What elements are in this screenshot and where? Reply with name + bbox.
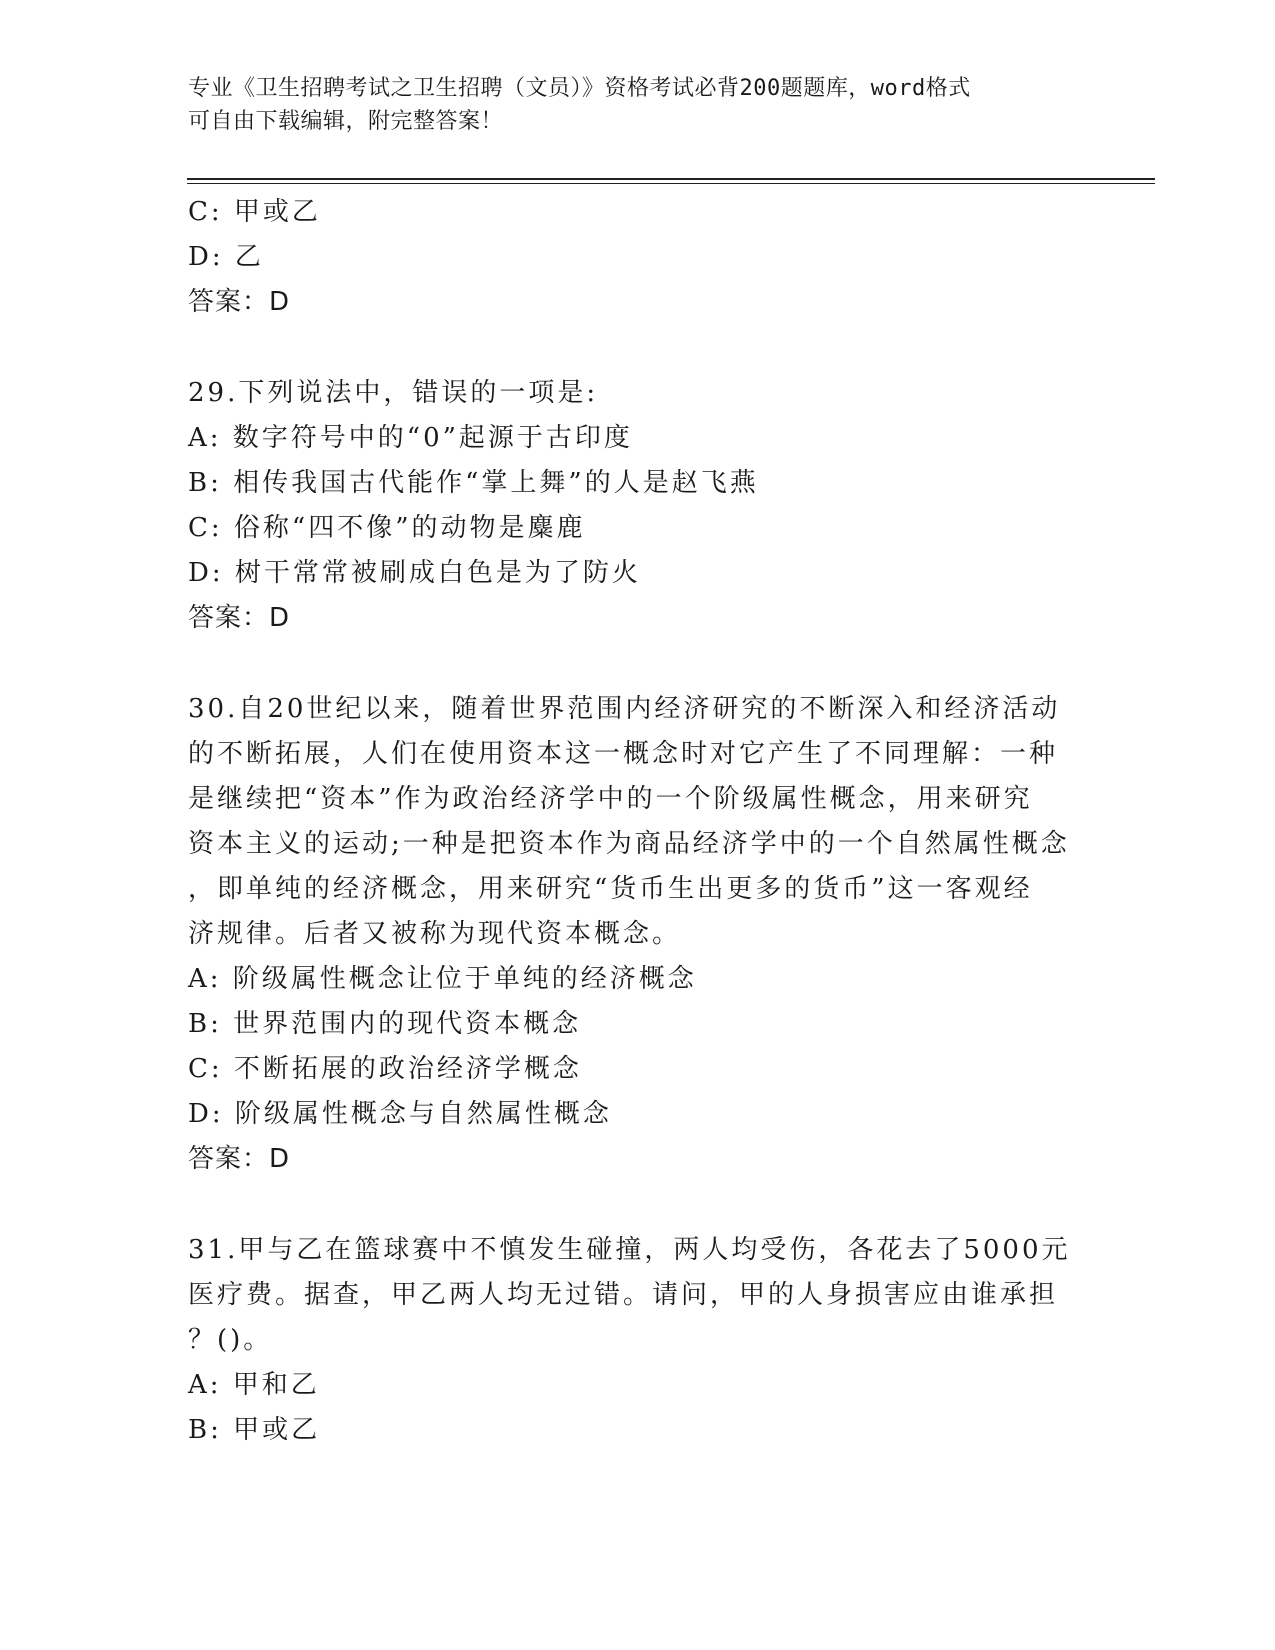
question-text-line: 30.自20世纪以来，随着世界范围内经济研究的不断深入和经济活动 (188, 694, 1061, 724)
answer-line: 答案：D (188, 603, 291, 633)
option-c: C: 甲或乙 (188, 197, 321, 227)
header-rule-thick (187, 178, 1155, 180)
spacer (188, 641, 1088, 687)
question-block-28 (188, 190, 1088, 325)
option-c: C: 俗称“四不像”的动物是麋鹿 (188, 513, 586, 543)
question-content (188, 190, 1088, 1453)
question-text-line: ？()。 (188, 1325, 273, 1355)
question-text-line: 31.甲与乙在篮球赛中不慎发生碰撞，两人均受伤，各花去了5000元 (188, 1235, 1071, 1265)
header-line-2: 可自由下载编辑，附完整答案！ (188, 109, 504, 134)
question-text-line: ，即单纯的经济概念，用来研究“货币生出更多的货币”这一客观经 (188, 874, 1033, 904)
header-rule-thin (187, 183, 1155, 184)
option-b: B: 相传我国古代能作“掌上舞”的人是赵飞燕 (188, 468, 759, 498)
option-d: D: 乙 (188, 242, 264, 272)
question-block-31 (188, 1228, 1088, 1453)
question-text-line: 的不断拓展，人们在使用资本这一概念时对它产生了不同理解：一种 (188, 739, 1059, 769)
option-a: A: 甲和乙 (188, 1370, 320, 1400)
answer-line: 答案：D (188, 1144, 291, 1174)
spacer (188, 325, 1088, 371)
option-b: B: 甲或乙 (188, 1415, 321, 1445)
question-block-30 (188, 687, 1088, 1182)
option-a: A: 数字符号中的“0”起源于古印度 (188, 423, 633, 453)
question-text-line: 是继续把“资本”作为政治经济学中的一个阶级属性概念，用来研究 (188, 784, 1033, 814)
option-b: B: 世界范围内的现代资本概念 (188, 1009, 582, 1039)
option-a: A: 阶级属性概念让位于单纯的经济概念 (188, 964, 697, 994)
page-header (188, 72, 1068, 138)
question-text: 29.下列说法中，错误的一项是: (188, 378, 599, 408)
spacer (188, 1182, 1088, 1228)
option-d: D: 阶级属性概念与自然属性概念 (188, 1099, 612, 1129)
header-line-1: 专业《卫生招聘考试之卫生招聘（文员）》资格考试必背200题题库，word格式 (188, 76, 971, 101)
question-text-line: 济规律。后者又被称为现代资本概念。 (188, 919, 682, 949)
answer-line: 答案：D (188, 287, 291, 317)
option-c: C: 不断拓展的政治经济学概念 (188, 1054, 582, 1084)
question-block-29 (188, 371, 1088, 641)
question-text-line: 资本主义的运动;一种是把资本作为商品经济学中的一个自然属性概念 (188, 829, 1070, 859)
question-text-line: 医疗费。据查，甲乙两人均无过错。请问，甲的人身损害应由谁承担 (188, 1280, 1059, 1310)
option-d: D: 树干常常被刷成白色是为了防火 (188, 558, 641, 588)
